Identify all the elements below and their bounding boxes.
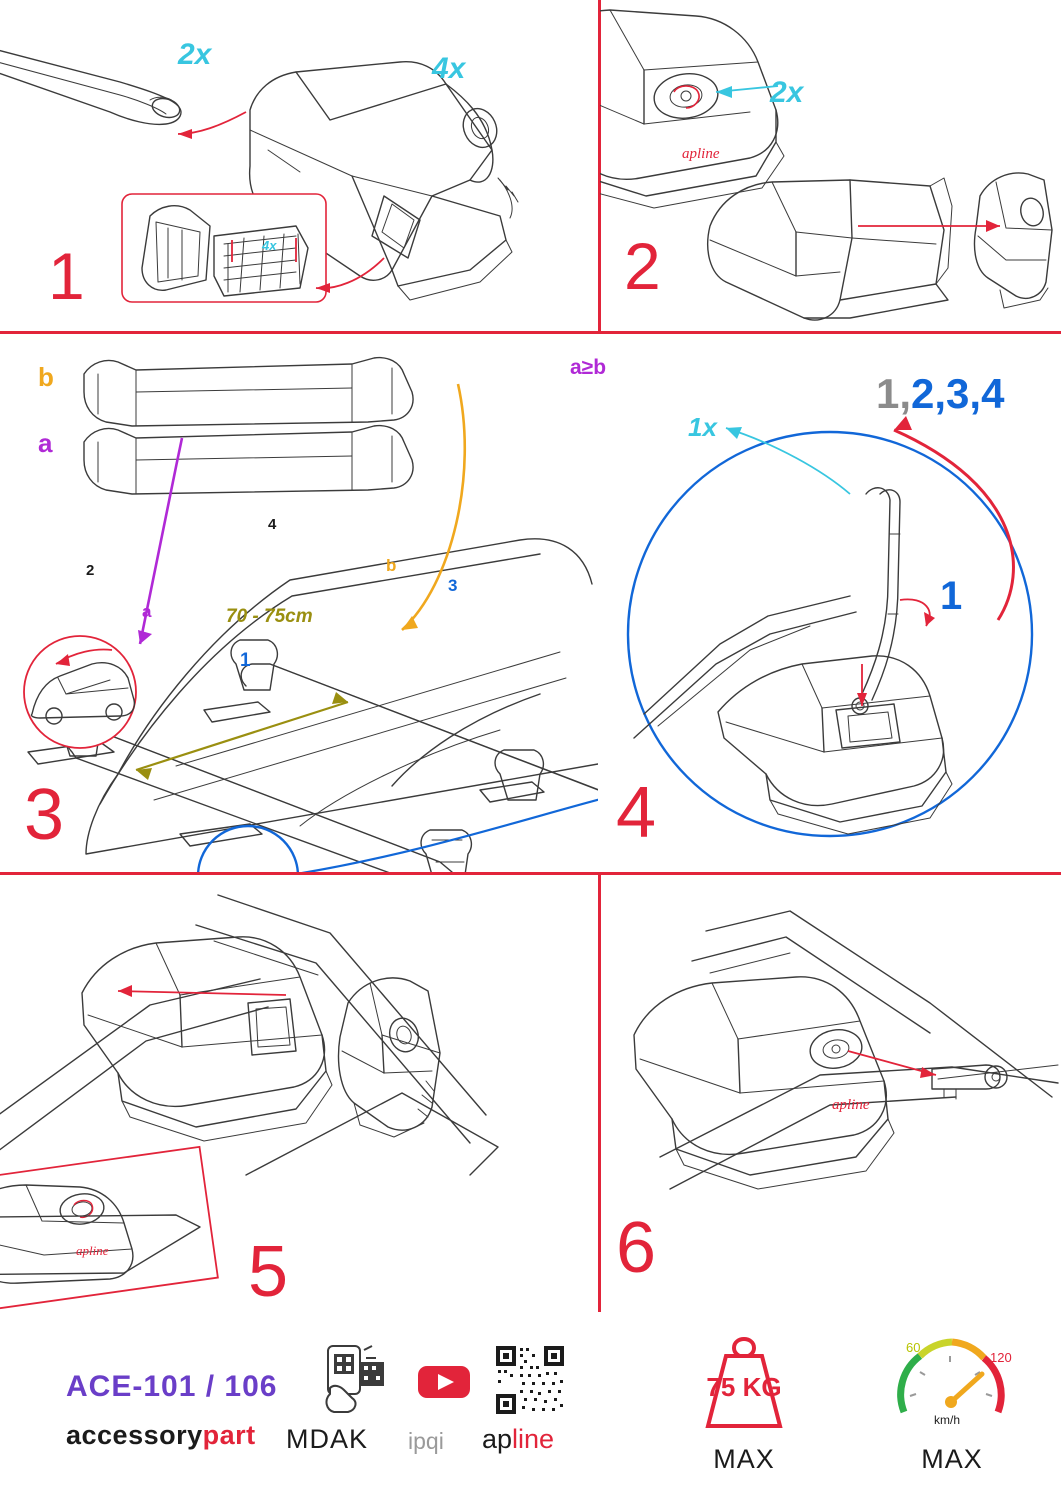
car-roof [86, 539, 598, 854]
qr-code [494, 1344, 566, 1416]
ipqi-logo: ipqi [408, 1428, 444, 1454]
foot-detail [634, 488, 952, 834]
max-speed-icon [886, 1316, 1016, 1436]
step-number-4: 4 [616, 773, 657, 853]
svg-text:60: 60 [906, 1340, 921, 1355]
key-icon [848, 1051, 1007, 1099]
max-load-value: 75 KG [706, 1372, 782, 1402]
crossbar-a [84, 426, 413, 494]
label-distance: 70 - 75cm [226, 606, 313, 627]
step-number-2: 2 [624, 229, 661, 303]
foot-with-lock [600, 10, 784, 208]
sequence-label [876, 370, 1004, 418]
brand-accessorypart [66, 1420, 256, 1451]
brand-accent: part [202, 1420, 256, 1450]
car-direction-inset [24, 636, 136, 748]
crossbar-b [84, 358, 413, 426]
zoom-link-arrow [296, 792, 598, 872]
label-a-bar: a [142, 602, 152, 621]
label-pos-2: 2 [86, 562, 95, 579]
product-code: ACE-101 / 106 [66, 1370, 278, 1403]
roof-rail-6 [660, 911, 1058, 1189]
label-pos-3: 3 [448, 576, 458, 595]
sequence-rest: 2,3,4 [911, 370, 1005, 417]
bar-insert-foot [708, 173, 1052, 320]
svg-text:km/h: km/h [934, 1413, 961, 1427]
step-number-3: 3 [24, 775, 65, 855]
rotate-arrow [857, 416, 1013, 706]
qty-2x-lock: 2x [770, 76, 804, 109]
detail-circle-1 [198, 826, 298, 872]
panel-step-6 [600, 875, 1061, 1312]
svg-text:apline: apline [76, 1243, 109, 1258]
apline-logo [482, 1424, 554, 1455]
svg-text:120: 120 [990, 1350, 1012, 1365]
label-b-top: b [38, 362, 54, 392]
panel-step-1 [0, 0, 598, 331]
apline-logo-b: line [512, 1424, 555, 1454]
svg-text:apline: apline [682, 146, 720, 162]
qty-2x-bar: 2x [178, 38, 212, 71]
insert-arrow [858, 220, 1000, 232]
panel-step-3 [0, 334, 598, 872]
label-pos-4: 4 [268, 516, 277, 533]
crossbar-profile [0, 48, 182, 124]
label-sequence-first: 1 [940, 574, 963, 618]
sequence-first: 1, [876, 370, 912, 417]
qty-1x: 1x [688, 412, 717, 442]
svg-text:4x: 4x [262, 238, 277, 253]
max-load-caption: MAX [713, 1444, 775, 1474]
inset-installed-view [0, 1147, 218, 1312]
foot-detail-6 [634, 977, 894, 1189]
step-number-1: 1 [48, 239, 85, 313]
scan-qr-icon [314, 1344, 394, 1416]
detail-circle-zoom [628, 432, 1032, 836]
max-speed-caption: MAX [921, 1444, 983, 1474]
svg-text:apline: apline [832, 1097, 870, 1113]
foot-detail-5 [82, 937, 440, 1141]
step-number-5: 5 [248, 1232, 289, 1312]
label-pos-1: 1 [240, 650, 251, 671]
slide-arrow-5 [118, 985, 286, 997]
apline-logo-a: ap [482, 1424, 513, 1454]
brand-primary: accessory [66, 1420, 203, 1450]
qty-4x-foot: 4x [432, 52, 466, 85]
youtube-icon[interactable] [416, 1362, 472, 1402]
footer [0, 1312, 1061, 1500]
label-b-bar: b [386, 556, 397, 575]
panel-step-4 [570, 334, 1061, 872]
label-a-top: a [38, 428, 53, 458]
step-number-6: 6 [616, 1208, 657, 1288]
label-a-ge-b: a≥b [570, 356, 607, 379]
panel-step-5 [0, 875, 598, 1312]
panel-step-2 [600, 0, 1061, 331]
mdak-logo: MDAK [286, 1424, 369, 1454]
